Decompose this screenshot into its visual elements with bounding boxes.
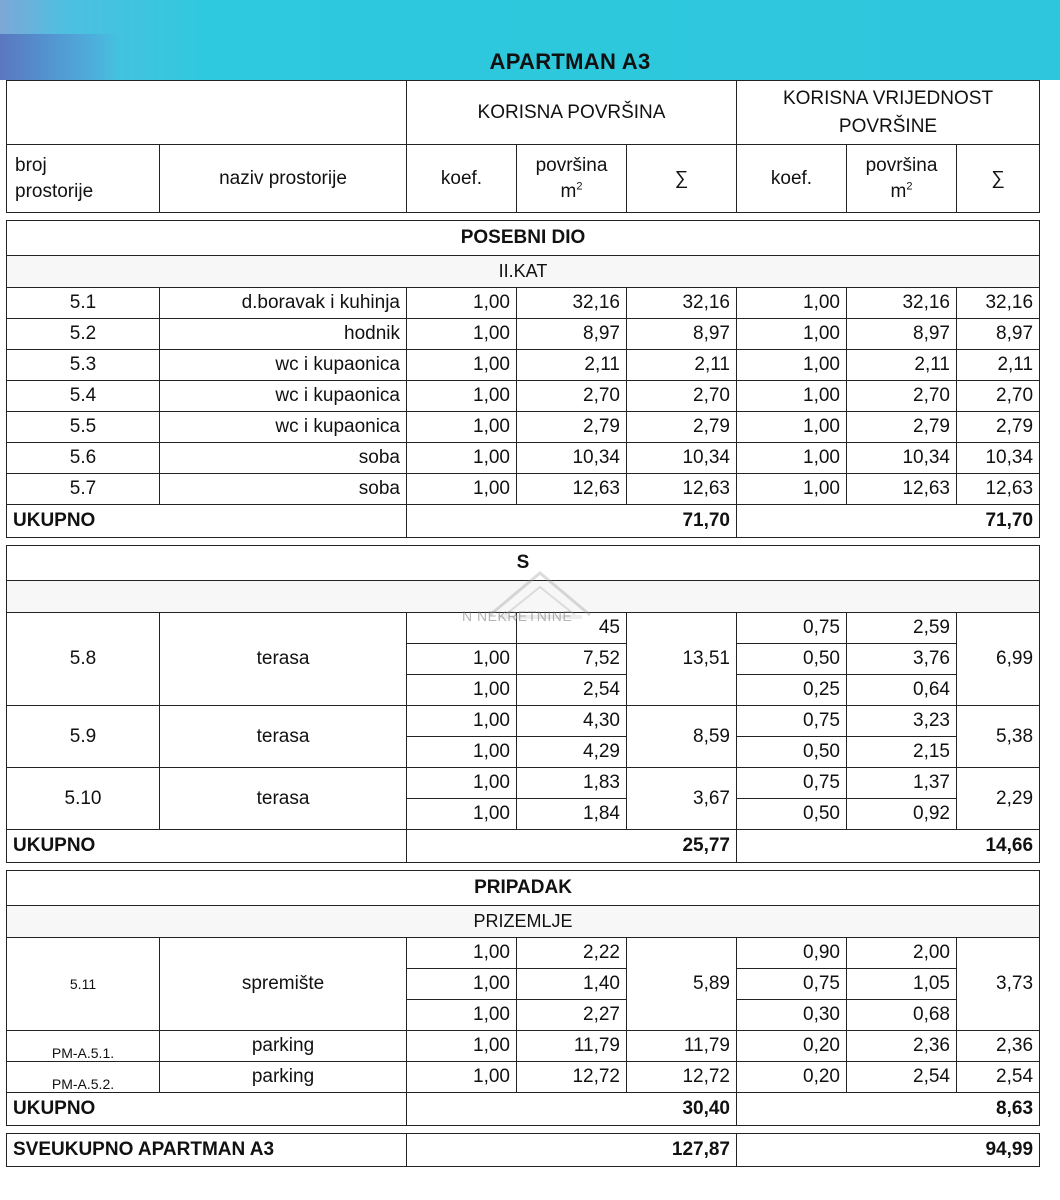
koef-vrijednost: 0,50 xyxy=(737,799,847,830)
povrsina-vrijednost: 0,64 xyxy=(847,675,957,706)
total-korisna: 25,77 xyxy=(407,830,737,863)
koef-korisna: 1,00 xyxy=(407,706,517,737)
room-number: 5.7 xyxy=(7,474,160,505)
sum-vrijednost: 5,38 xyxy=(957,706,1040,768)
povrsina-korisna: 7,52 xyxy=(517,644,627,675)
povrsina-korisna: 1,84 xyxy=(517,799,627,830)
koef-korisna: 1,00 xyxy=(407,938,517,969)
koef-vrijednost: 1,00 xyxy=(737,288,847,319)
povrsina-korisna: 45 xyxy=(517,613,627,644)
header-povrsina-label: površina xyxy=(865,154,938,176)
koef-korisna: 1,00 xyxy=(407,350,517,381)
table-row xyxy=(7,288,1040,319)
sum-korisna: 10,34 xyxy=(627,443,737,474)
povrsina-vrijednost: 3,76 xyxy=(847,644,957,675)
table-row xyxy=(7,1031,1040,1062)
koef-korisna: 1,00 xyxy=(407,644,517,675)
header-povrsina-2 xyxy=(847,145,957,213)
koef-korisna: 1,00 xyxy=(407,443,517,474)
room-name: terasa xyxy=(160,706,407,768)
header-vrijednost-line1: KORISNA VRIJEDNOST xyxy=(782,87,994,109)
header-sum-2: ∑ xyxy=(957,145,1040,213)
table-row xyxy=(7,474,1040,505)
table-row xyxy=(7,938,1040,969)
povrsina-korisna: 2,22 xyxy=(517,938,627,969)
section-title: PRIPADAK xyxy=(7,871,1040,906)
koef-korisna: 1,00 xyxy=(407,969,517,1000)
koef-korisna: 1,00 xyxy=(407,1062,517,1093)
header-row-groups xyxy=(7,81,1040,145)
section-pripadak xyxy=(7,871,1040,906)
povrsina-korisna: 2,79 xyxy=(517,412,627,443)
povrsina-vrijednost: 0,68 xyxy=(847,1000,957,1031)
total-row-terraces xyxy=(7,830,1040,863)
povrsina-korisna: 1,83 xyxy=(517,768,627,799)
room-number: 5.4 xyxy=(7,381,160,412)
sum-korisna: 12,72 xyxy=(627,1062,737,1093)
room-number: 5.1 xyxy=(7,288,160,319)
povrsina-vrijednost: 2,59 xyxy=(847,613,957,644)
sum-vrijednost: 2,54 xyxy=(957,1062,1040,1093)
room-name: parking xyxy=(160,1062,407,1093)
room-number: 5.11 xyxy=(7,938,160,1031)
table-row xyxy=(7,319,1040,350)
povrsina-korisna: 4,29 xyxy=(517,737,627,768)
room-number: 5.10 xyxy=(7,768,160,830)
room-name: spremište xyxy=(160,938,407,1031)
sum-korisna: 2,11 xyxy=(627,350,737,381)
room-name: terasa xyxy=(160,613,407,706)
sum-vrijednost: 2,29 xyxy=(957,768,1040,830)
grand-total-label: SVEUKUPNO APARTMAN A3 xyxy=(7,1134,407,1167)
room-number: 5.9 xyxy=(7,706,160,768)
povrsina-korisna: 32,16 xyxy=(517,288,627,319)
sum-vrijednost: 2,36 xyxy=(957,1031,1040,1062)
header-koef-2: koef. xyxy=(737,145,847,213)
total-vrijednost: 14,66 xyxy=(737,830,1040,863)
spacer-row xyxy=(7,213,1040,221)
total-row-main xyxy=(7,505,1040,538)
grand-total-korisna: 127,87 xyxy=(407,1134,737,1167)
table-row xyxy=(7,1062,1040,1093)
table-row xyxy=(7,350,1040,381)
document-title: APARTMAN A3 xyxy=(489,49,651,74)
koef-vrijednost: 0,75 xyxy=(737,613,847,644)
spacer-row xyxy=(7,863,1040,871)
header-unit: m xyxy=(890,180,907,202)
header-broj-prostorije xyxy=(7,145,160,213)
spacer xyxy=(7,538,1040,546)
povrsina-vrijednost: 32,16 xyxy=(847,288,957,319)
table-row xyxy=(7,443,1040,474)
header-korisna-vrijednost xyxy=(737,81,1040,145)
povrsina-vrijednost: 10,34 xyxy=(847,443,957,474)
sum-vrijednost: 12,63 xyxy=(957,474,1040,505)
total-korisna: 30,40 xyxy=(407,1093,737,1126)
total-label: UKUPNO xyxy=(7,830,407,863)
grand-total-row xyxy=(7,1134,1040,1167)
sum-korisna: 11,79 xyxy=(627,1031,737,1062)
povrsina-korisna: 2,27 xyxy=(517,1000,627,1031)
koef-vrijednost: 0,20 xyxy=(737,1062,847,1093)
banner-shade xyxy=(0,34,120,80)
sum-vrijednost: 6,99 xyxy=(957,613,1040,706)
room-number: 5.2 xyxy=(7,319,160,350)
spacer xyxy=(7,1126,1040,1134)
povrsina-korisna: 11,79 xyxy=(517,1031,627,1062)
header-row-columns xyxy=(7,145,1040,213)
koef-vrijednost: 1,00 xyxy=(737,412,847,443)
koef-vrijednost: 0,50 xyxy=(737,737,847,768)
grand-total-vrijednost: 94,99 xyxy=(737,1134,1040,1167)
table-row xyxy=(7,412,1040,443)
koef-vrijednost: 0,75 xyxy=(737,969,847,1000)
header-unit-exp: 2 xyxy=(906,180,913,193)
header-korisna-povrsina: KORISNA POVRŠINA xyxy=(407,81,737,145)
sum-vrijednost: 8,97 xyxy=(957,319,1040,350)
povrsina-vrijednost: 2,54 xyxy=(847,1062,957,1093)
koef-korisna: 1,00 xyxy=(407,412,517,443)
koef-vrijednost: 0,75 xyxy=(737,768,847,799)
header-unit: m xyxy=(560,180,577,202)
koef-vrijednost: 0,50 xyxy=(737,644,847,675)
header-vrijednost-line2: POVRŠINE xyxy=(838,115,938,137)
total-vrijednost: 71,70 xyxy=(737,505,1040,538)
room-number: PM-A.5.1. xyxy=(7,1031,160,1062)
sum-korisna: 13,51 xyxy=(627,613,737,706)
povrsina-vrijednost: 2,15 xyxy=(847,737,957,768)
koef-vrijednost: 1,00 xyxy=(737,443,847,474)
total-korisna: 71,70 xyxy=(407,505,737,538)
header-koef-1: koef. xyxy=(407,145,517,213)
koef-korisna: 1,00 xyxy=(407,799,517,830)
room-name: wc i kupaonica xyxy=(160,412,407,443)
povrsina-vrijednost: 2,36 xyxy=(847,1031,957,1062)
povrsina-vrijednost: 3,23 xyxy=(847,706,957,737)
table-row xyxy=(7,768,1040,799)
room-number: 5.6 xyxy=(7,443,160,474)
spacer-row xyxy=(7,1126,1040,1134)
koef-korisna: 1,00 xyxy=(407,288,517,319)
sum-korisna: 2,70 xyxy=(627,381,737,412)
koef-korisna: 1,00 xyxy=(407,1000,517,1031)
povrsina-vrijednost: 2,70 xyxy=(847,381,957,412)
header-broj-line2: prostorije xyxy=(15,180,94,202)
koef-vrijednost: 1,00 xyxy=(737,319,847,350)
povrsina-vrijednost: 1,05 xyxy=(847,969,957,1000)
header-povrsina-1 xyxy=(517,145,627,213)
subsection-ii-kat xyxy=(7,256,1040,288)
room-name: d.boravak i kuhinja xyxy=(160,288,407,319)
sum-korisna: 2,79 xyxy=(627,412,737,443)
koef-vrijednost: 1,00 xyxy=(737,474,847,505)
room-name: wc i kupaonica xyxy=(160,350,407,381)
watermark-text: N NEKRETNINE xyxy=(462,608,573,624)
sum-vrijednost: 2,70 xyxy=(957,381,1040,412)
header-naziv: naziv prostorije xyxy=(160,145,407,213)
sum-korisna: 32,16 xyxy=(627,288,737,319)
room-name: soba xyxy=(160,443,407,474)
spacer xyxy=(7,213,1040,221)
koef-korisna: 1,00 xyxy=(407,474,517,505)
subsection-prizemlje xyxy=(7,906,1040,938)
header-broj-line1: broj xyxy=(15,154,47,176)
total-row-pripadak xyxy=(7,1093,1040,1126)
povrsina-vrijednost: 2,00 xyxy=(847,938,957,969)
povrsina-korisna: 2,11 xyxy=(517,350,627,381)
sum-vrijednost: 2,11 xyxy=(957,350,1040,381)
total-label: UKUPNO xyxy=(7,505,407,538)
table-row xyxy=(7,706,1040,737)
koef-vrijednost: 0,25 xyxy=(737,675,847,706)
room-number: PM-A.5.2. xyxy=(7,1062,160,1093)
povrsina-vrijednost: 0,92 xyxy=(847,799,957,830)
sum-korisna: 8,59 xyxy=(627,706,737,768)
koef-vrijednost: 1,00 xyxy=(737,381,847,412)
sum-vrijednost: 2,79 xyxy=(957,412,1040,443)
table-row xyxy=(7,381,1040,412)
povrsina-korisna: 2,54 xyxy=(517,675,627,706)
total-vrijednost: 8,63 xyxy=(737,1093,1040,1126)
koef-korisna: 1,00 xyxy=(407,1031,517,1062)
koef-vrijednost: 0,30 xyxy=(737,1000,847,1031)
section-posebni-dio xyxy=(7,221,1040,256)
koef-vrijednost: 1,00 xyxy=(737,350,847,381)
watermark-house-icon xyxy=(470,555,610,645)
subsection-title: II.KAT xyxy=(7,256,1040,288)
povrsina-korisna: 12,72 xyxy=(517,1062,627,1093)
povrsina-korisna: 2,70 xyxy=(517,381,627,412)
room-number: 5.5 xyxy=(7,412,160,443)
spacer xyxy=(7,863,1040,871)
povrsina-vrijednost: 2,11 xyxy=(847,350,957,381)
povrsina-vrijednost: 2,79 xyxy=(847,412,957,443)
header-povrsina-label: površina xyxy=(535,154,608,176)
sum-korisna: 3,67 xyxy=(627,768,737,830)
koef-vrijednost: 0,90 xyxy=(737,938,847,969)
povrsina-korisna: 4,30 xyxy=(517,706,627,737)
section-title: POSEBNI DIO xyxy=(7,221,1040,256)
subsection-title: PRIZEMLJE xyxy=(7,906,1040,938)
total-label: UKUPNO xyxy=(7,1093,407,1126)
room-name: wc i kupaonica xyxy=(160,381,407,412)
section-title: S xyxy=(7,546,1040,581)
room-number: 5.3 xyxy=(7,350,160,381)
povrsina-korisna: 1,40 xyxy=(517,969,627,1000)
koef-korisna: 1,00 xyxy=(407,319,517,350)
sum-vrijednost: 32,16 xyxy=(957,288,1040,319)
povrsina-vrijednost: 12,63 xyxy=(847,474,957,505)
header-sum-1: ∑ xyxy=(627,145,737,213)
room-name: parking xyxy=(160,1031,407,1062)
koef-vrijednost: 0,20 xyxy=(737,1031,847,1062)
room-name: soba xyxy=(160,474,407,505)
spacer-row xyxy=(7,538,1040,546)
sum-korisna: 5,89 xyxy=(627,938,737,1031)
header-unit-exp: 2 xyxy=(576,180,583,193)
sum-korisna: 12,63 xyxy=(627,474,737,505)
koef-vrijednost: 0,75 xyxy=(737,706,847,737)
sum-vrijednost: 3,73 xyxy=(957,938,1040,1031)
koef-korisna: 1,00 xyxy=(407,737,517,768)
koef-korisna: 1,00 xyxy=(407,768,517,799)
koef-korisna: 1,00 xyxy=(407,675,517,706)
header-blank xyxy=(7,81,407,145)
room-name: terasa xyxy=(160,768,407,830)
povrsina-korisna: 8,97 xyxy=(517,319,627,350)
koef-korisna: 1,00 xyxy=(407,381,517,412)
povrsina-vrijednost: 1,37 xyxy=(847,768,957,799)
sum-korisna: 8,97 xyxy=(627,319,737,350)
povrsina-vrijednost: 8,97 xyxy=(847,319,957,350)
povrsina-korisna: 10,34 xyxy=(517,443,627,474)
room-name: hodnik xyxy=(160,319,407,350)
room-number: 5.8 xyxy=(7,613,160,706)
povrsina-korisna: 12,63 xyxy=(517,474,627,505)
sum-vrijednost: 10,34 xyxy=(957,443,1040,474)
